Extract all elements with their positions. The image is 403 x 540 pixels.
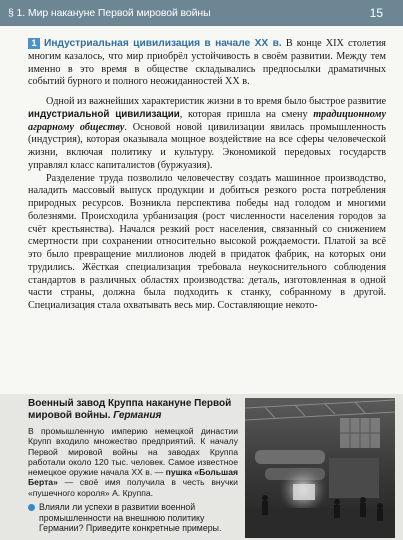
figure-caption-title: Военный завод Круппа накануне Первой мировой войны. Германия bbox=[28, 398, 232, 421]
section-number-badge: 1 bbox=[28, 38, 40, 49]
section-heading-paragraph bbox=[28, 38, 386, 89]
term-traditional-society: традиционному аграрному обществу bbox=[28, 108, 387, 133]
chapter-title: § 1. Мир накануне Первой мировой войны bbox=[8, 7, 211, 19]
term-industrial-civilization: индустриальной цивилизации bbox=[28, 108, 180, 120]
factory-photo-image bbox=[245, 398, 395, 538]
term-big-bertha: пушка «Большая Берта» bbox=[28, 467, 238, 488]
review-question: Влияли ли успехи в развитии военной промышленности на внешнюю политику Германии? Приведите конкретные примеры. bbox=[28, 502, 240, 534]
figure-caption-country: Германия bbox=[113, 410, 162, 421]
section-intro: В конце XIX столетия многим казалось, что мир приобрёл устойчивость в своём развитии. Между тем именно в это время в обществе складывались предпосылки драматичных событий бурного и полного неожиданностей XX в. bbox=[28, 38, 386, 88]
paragraph-division-of-labor: Разделение труда позволило человечеству создать машинное производство, наладить массовый выпуск продукции и добиться резкого роста потребления природных ресурсов. Возникла перспектива победы над голодом и многими болезнями. Происходила урбанизация (рост численности населения городов за счёт крестьянства). Начался резкий рост населения, связанный со снижением смертности при сохранении относительно высокой рождаемости. Платой за всё это было превращение миллионов людей в придаток фабрик, на которых они трудились. Жёсткая специализация требовала неукоснительного соблюдения стандартов в различных областях производства: деталь, изготовленная в одной части страны, должна была подходить к станку, собранному в другой. Специализация стала охватывать весь мир. Составляющие некото- bbox=[28, 172, 386, 311]
figure-caption-body: В промышленную империю немецкой династии Крупп входило множество предприятий. К началу Первой мировой войны на заводах Круппа работали около 120 тыс. человек. Самое известное немецкое оружие начала XX в. — пушка «Большая Берта» — своё имя получила в честь внучки «пушечного короля» А. Круппа. bbox=[28, 426, 238, 498]
question-bullet-icon bbox=[28, 504, 35, 511]
main-text bbox=[28, 38, 386, 313]
page-header bbox=[0, 0, 403, 26]
page-number: 15 bbox=[369, 6, 383, 20]
paragraph-industrial: Одной из важнейших характеристик жизни в то время было быстрое развитие индустриальной цивилизации, которая пришла на смену традиционному аграрному обществу. Основой новой цивилизации явилась промышленность (индустрия), которая оказывала мощное воздействие на все сферы человеческой жизни, включая политику и культуру. Экономикой передовых государств управлял класс капиталистов (буржуазия). bbox=[28, 96, 387, 171]
section-title: Индустриальная цивилизация в начале XX в. bbox=[44, 38, 282, 49]
krupp-factory-photo bbox=[245, 398, 395, 538]
